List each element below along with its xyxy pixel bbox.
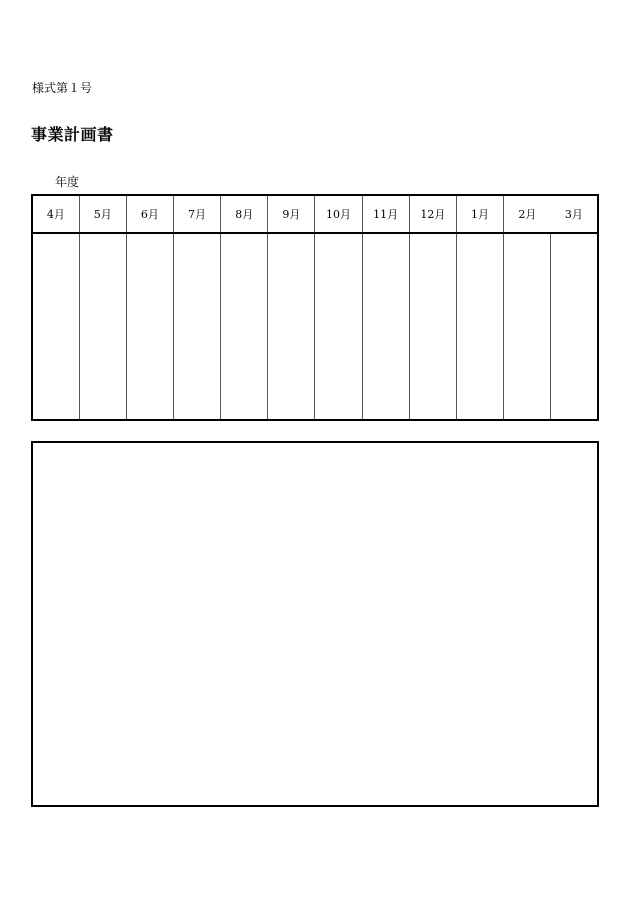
month-entry-row <box>32 233 598 420</box>
month-header-april: 4月 <box>32 195 79 233</box>
month-cell-march[interactable] <box>551 233 598 420</box>
month-cell-january[interactable] <box>456 233 503 420</box>
month-cell-october[interactable] <box>315 233 362 420</box>
month-header-december: 12月 <box>409 195 456 233</box>
month-header-february: 2月 <box>504 195 551 233</box>
month-header-october: 10月 <box>315 195 362 233</box>
month-header-november: 11月 <box>362 195 409 233</box>
fiscal-year-label: 年度 <box>55 175 80 189</box>
month-header-january: 1月 <box>456 195 503 233</box>
month-header-july: 7月 <box>173 195 220 233</box>
month-header-june: 6月 <box>126 195 173 233</box>
month-cell-december[interactable] <box>409 233 456 420</box>
month-cell-february[interactable] <box>504 233 551 420</box>
document-title: 事業計画書 <box>31 125 114 144</box>
month-cell-september[interactable] <box>268 233 315 420</box>
monthly-schedule-table <box>31 194 599 421</box>
form-number: 様式第１号 <box>32 81 93 95</box>
plan-details-box[interactable] <box>31 441 599 807</box>
month-cell-august[interactable] <box>221 233 268 420</box>
month-cell-november[interactable] <box>362 233 409 420</box>
month-header-row <box>32 195 598 233</box>
month-cell-july[interactable] <box>173 233 220 420</box>
month-cell-june[interactable] <box>126 233 173 420</box>
month-cell-april[interactable] <box>32 233 79 420</box>
month-header-may: 5月 <box>79 195 126 233</box>
month-cell-may[interactable] <box>79 233 126 420</box>
month-header-march: 3月 <box>551 195 598 233</box>
month-header-august: 8月 <box>221 195 268 233</box>
month-header-september: 9月 <box>268 195 315 233</box>
